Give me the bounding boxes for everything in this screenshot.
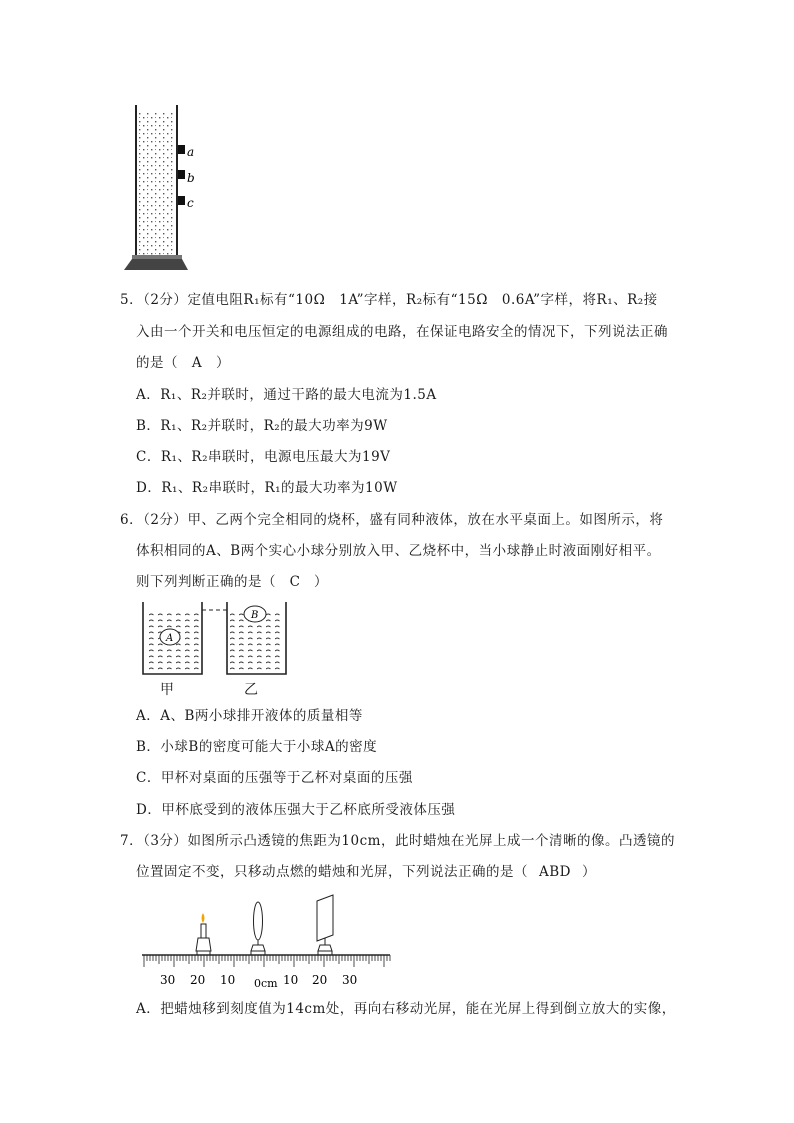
- scale-label-30-right: 30: [342, 973, 358, 987]
- convex-lens: [251, 902, 265, 955]
- q5-option-c: C．R₁、R₂串联时，电源电压最大为19V: [136, 449, 391, 465]
- candle: [196, 913, 211, 955]
- q7-stem-2-pre: 位置固定不变，只移动点燃的蜡烛和光屏，下列说法正确的是（: [136, 864, 528, 880]
- scale-ticks: [144, 955, 390, 967]
- q6-answer: C: [289, 574, 301, 590]
- q5-stem-line-3: [136, 353, 230, 373]
- q6-option-c: C．甲杯对桌面的压强等于乙杯对桌面的压强: [136, 770, 413, 786]
- q7-score: （3分）: [143, 833, 188, 849]
- q6-option-a: A．A、B两小球排开液体的质量相等: [136, 708, 363, 724]
- scale-label-0cm: 0cm: [254, 977, 278, 990]
- q5-answer: A: [191, 355, 203, 371]
- q7-option-a: A．把蜡烛移到刻度值为14cm处，再向右移动光屏，能在光屏上得到倒立放大的实像，: [136, 1001, 676, 1017]
- q6-stem-3-post: ）: [314, 574, 328, 590]
- q7-stem-1: 如图所示凸透镜的焦距为10cm，此时蜡烛在光屏上成一个清晰的像。凸透镜的: [187, 833, 675, 849]
- q5-option-d: D．R₁、R₂串联时，R₁的最大功率为10W: [136, 480, 398, 496]
- q6-stem-line-3: [136, 572, 328, 592]
- scale-label-20-right: 20: [312, 973, 328, 987]
- light-screen: [317, 895, 333, 955]
- q7-stem-line-1: [120, 831, 675, 851]
- q7-stem-line-2: [136, 862, 596, 882]
- beaker-left-caption: 甲: [160, 682, 174, 698]
- scale-label-30-left: 30: [160, 973, 176, 987]
- scale-label-10-left: 10: [220, 973, 236, 987]
- q5-stem-line-1: [120, 290, 658, 310]
- q6-stem-line-2: [136, 541, 661, 561]
- q5-stem-line-2: [136, 322, 668, 342]
- q6-option-d: D．甲杯底受到的液体压强大于乙杯底所受液体压强: [136, 802, 456, 818]
- q5-score: （2分）: [143, 292, 188, 308]
- q6-option-b: B．小球B的密度可能大于小球A的密度: [136, 739, 378, 755]
- beaker-right-caption: 乙: [244, 682, 258, 698]
- ball-b-label: B: [251, 610, 259, 621]
- q5-number: 5．: [120, 292, 144, 308]
- q5-stem-3-pre: 的是（: [136, 355, 178, 371]
- hole-label-a: a: [187, 145, 195, 159]
- q6-stem-1: 甲、乙两个完全相同的烧杯，盛有同种液体，放在水平桌面上。如图所示，将: [187, 512, 664, 528]
- scale-label-10-right: 10: [283, 973, 299, 987]
- ball-a-label: A: [166, 633, 174, 644]
- q5-stem-3-post: ）: [216, 355, 230, 371]
- cylinder-liquid: [139, 112, 175, 255]
- cylinder-figure: [118, 100, 218, 275]
- beakers-figure: [140, 600, 290, 676]
- optical-bench-figure: [140, 893, 395, 993]
- q7-answer: ABD: [539, 864, 571, 880]
- q6-stem-line-1: [120, 510, 663, 530]
- q5-option-a: A．R₁、R₂并联时，通过干路的最大电流为1.5A: [136, 387, 437, 403]
- q6-stem-3-pre: 则下列判断正确的是（: [136, 574, 276, 590]
- q5-option-b: B．R₁、R₂并联时，R₂的最大功率为9W: [136, 418, 388, 434]
- q6-score: （2分）: [143, 512, 188, 528]
- q5-stem-1: 定值电阻R₁标有“10Ω 1A”字样，R₂标有“15Ω 0.6A”字样，将R₁、R₂接: [187, 292, 658, 308]
- q7-stem-2-post: ）: [582, 864, 596, 880]
- q6-number: 6．: [120, 512, 144, 528]
- scale-label-20-left: 20: [190, 973, 206, 987]
- hole-label-c: c: [187, 196, 194, 210]
- hole-label-b: b: [187, 171, 195, 185]
- q6-stem-2: 体积相同的A、B两个实心小球分别放入甲、乙烧杯中，当小球静止时液面刚好相平。: [136, 543, 661, 559]
- q5-stem-2: 入由一个开关和电压恒定的电源组成的电路，在保证电路安全的情况下，下列说法正确: [136, 324, 668, 340]
- q7-number: 7．: [120, 833, 144, 849]
